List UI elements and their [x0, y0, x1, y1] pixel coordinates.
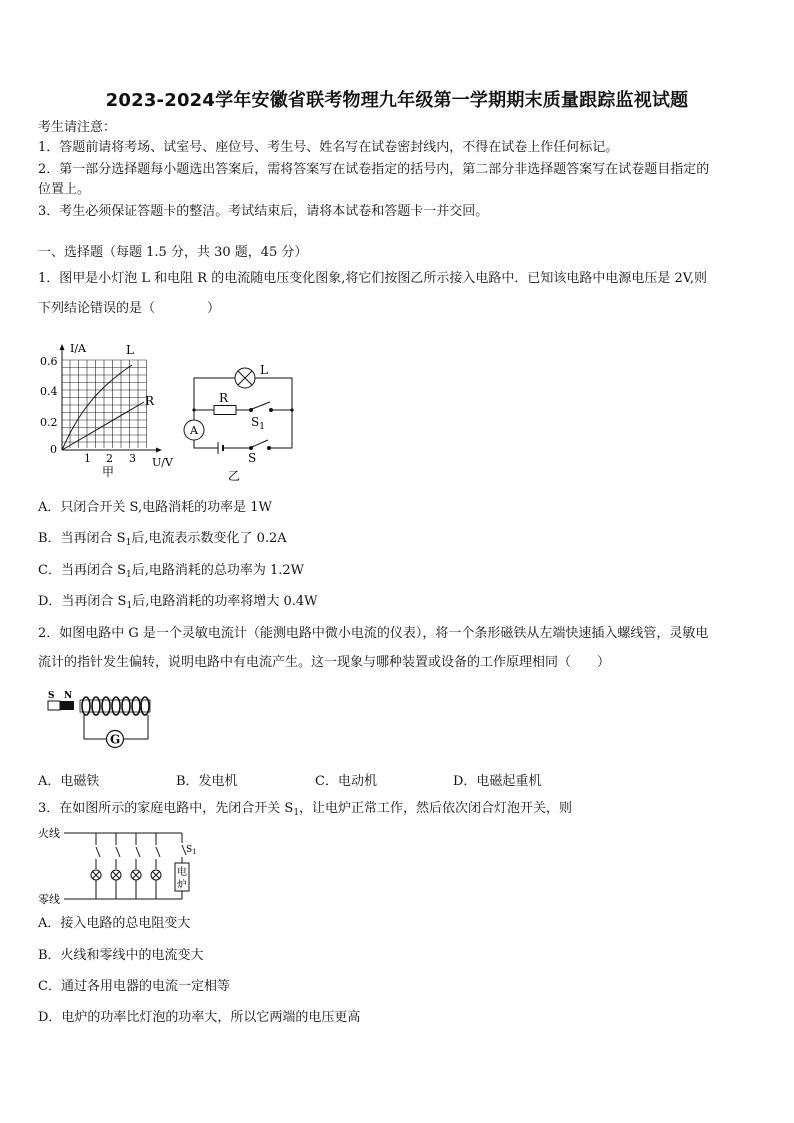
q1-option-c: C．当再闭合 $S_1$后,电路消耗的总功率为 1.2W [38, 563, 305, 580]
galvanometer-label: G [110, 732, 121, 747]
q1-stem-line2: 下列结论错误的是（ ） [38, 301, 221, 316]
circuit-switch1-label: $S_1$ [251, 415, 265, 432]
notice-item-1: 1．答题前请将考场、试室号、座位号、考生号、姓名写在试卷密封线内，不得在试卷上作任何标记。 [38, 140, 619, 155]
circuit-ammeter-label: A [190, 424, 198, 437]
q2-option-b: B．发电机 [176, 774, 238, 789]
graph-x-tick-1: 1 [84, 452, 91, 465]
q3-option-d: D．电炉的功率比灯泡的功率大，所以它两端的电压更高 [38, 1010, 361, 1025]
notice-item-3: 3．考生必须保证答题卡的整洁。考试结束后，请将本试卷和答题卡一并交回。 [38, 204, 489, 219]
page-title: 2023-2024学年安徽省联考物理九年级第一学期期末质量跟踪监视试题 [105, 90, 689, 111]
graph-y-tick-02: 0.2 [40, 416, 58, 429]
q2-stem-line2: 流计的指针发生偏转，说明电路中有电流产生。这一现象与哪种装置或设备的工作原理相同（ ） [38, 655, 611, 670]
graph-caption: 甲 [102, 465, 115, 479]
graph-x-axis-label: U/V [152, 456, 173, 469]
graph-x-tick-2: 2 [106, 452, 113, 465]
q1-figure-graph [36, 338, 186, 484]
q2-option-c: C．电动机 [315, 774, 377, 789]
q1-option-b: B．当再闭合 $S_1$后,电流表示数变化了 0.2A [38, 531, 287, 548]
q2-stem-line1: 2．如图电路中 G 是一个灵敏电流计（能测电路中微小电流的仪表），将一个条形磁铁从左端快速插入螺线管，灵敏电 [38, 626, 709, 641]
q1-figure-circuit [180, 358, 305, 488]
circuit-lamp-label: L [260, 363, 268, 377]
stove-switch-label: $S_1$ [186, 845, 197, 856]
notice-item-2: 2．第一部分选择题每小题选出答案后，需将答案写在试卷指定的括号内，第二部分非选择题答案写在试卷题目指定的 [38, 162, 710, 177]
neutral-wire-label: 零线 [38, 893, 60, 906]
notice-heading: 考生请注意： [38, 120, 117, 135]
q3-figure-household-circuit [36, 825, 206, 907]
q3-option-c: C．通过各用电器的电流一定相等 [38, 979, 230, 994]
q3-option-b: B．火线和零线中的电流变大 [38, 948, 204, 963]
graph-x-tick-3: 3 [129, 452, 136, 465]
section-heading: 一、选择题（每题 1.5 分，共 30 题，45 分） [38, 245, 308, 260]
stove-label-2: 炉 [177, 880, 187, 891]
q1-option-d: D．当再闭合 $S_1$后,电路消耗的功率将增大 0.4W [38, 594, 318, 611]
magnet-s-pole-label: S [48, 691, 55, 701]
graph-y-tick-06: 0.6 [40, 355, 58, 368]
circuit-resistor-label: R [219, 391, 229, 405]
q1-option-a: A．只闭合开关 S,电路消耗的功率是 1W [38, 500, 272, 515]
q3-option-a: A．接入电路的总电阻变大 [38, 916, 191, 931]
graph-curve-R-label: R [145, 394, 155, 408]
q3-stem: 3．在如图所示的家庭电路中，先闭合开关 $S_1$，让电炉正常工作，然后依次闭合灯泡开关，则 [38, 801, 573, 818]
circuit-switch-label: S [248, 451, 257, 465]
q2-option-a: A．电磁铁 [38, 774, 100, 789]
circuit-caption: 乙 [228, 469, 241, 483]
notice-item-2-cont: 位置上。 [38, 182, 91, 197]
magnet-n-pole-label: N [64, 691, 73, 701]
graph-y-tick-04: 0.4 [40, 385, 58, 398]
q2-option-d: D．电磁起重机 [453, 774, 542, 789]
live-wire-label: 火线 [38, 827, 60, 840]
graph-y-axis-label: I/A [70, 342, 86, 355]
graph-y-tick-0: 0 [50, 443, 57, 456]
stove-label-1: 电 [177, 867, 187, 878]
q2-figure-solenoid [44, 688, 156, 750]
q1-stem-line1: 1．图甲是小灯泡 L 和电阻 R 的电流随电压变化图象,将它们按图乙所示接入电路中．已知该电路中电源电压是 2V,则 [38, 271, 708, 286]
graph-curve-L-label: L [126, 343, 134, 357]
